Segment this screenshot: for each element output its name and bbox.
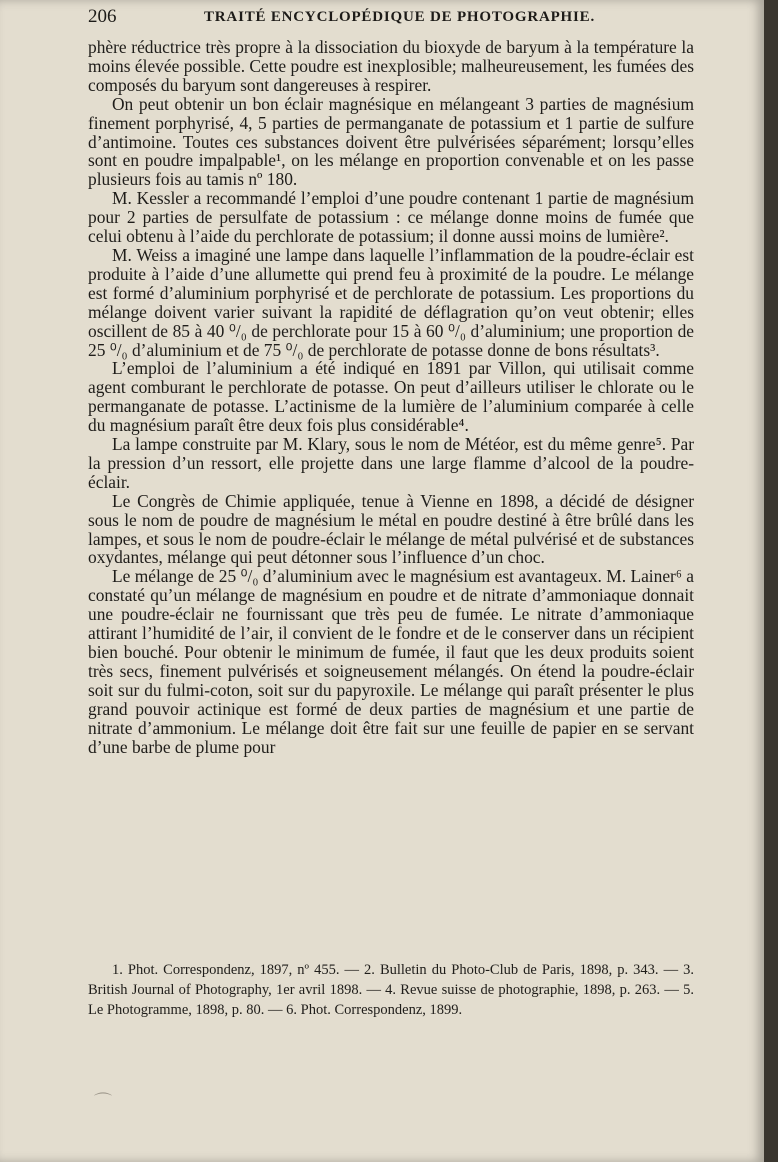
running-title: TRAITÉ ENCYCLOPÉDIQUE DE PHOTOGRAPHIE. [204, 9, 596, 25]
page-header [88, 6, 688, 30]
paragraph-weiss-lamp: M. Weiss a imaginé une lampe dans laquelle l’inflammation de la poudre-éclair est produite à l’aide d’une allumette qui prend feu à proximité de la poudre. Le mélange est formé d’aluminium porphyrisé et de perchlorate de potassium. Les proportions du mélange doivent varier suivant la rapidité de déflagration qu’on veut obtenir; elles oscillent de 85 à 40 ⁰/₀ de perchlorate pour 15 à 60 ⁰/₀ d’aluminium; une proportion de 25 ⁰/₀ d’aluminium et de 75 ⁰/₀ de perchlorate de potasse donne de bons résultats³. [88, 244, 694, 360]
footnote-list: 1. Phot. Correspondenz, 1897, nº 455. — 2. Bulletin du Photo-Club de Paris, 1898, p. 343. — 3. British Journal of Photography, 1er avril 1898. — 4. Revue suisse de photographie, 1898, p. 263. — 5. Le Photogramme, 1898, p. 80. — 6. Phot. Correspondenz, 1899. [88, 962, 694, 1018]
pencil-mark: ⌒ [94, 1092, 112, 1112]
paragraph-klary-meteor: La lampe construite par M. Klary, sous le nom de Météor, est du même genre⁵. Par la pression d’un ressort, elle projette dans une large flamme d’alcool de la poudre-éclair. [88, 434, 694, 492]
paragraph-magnesium-flash: On peut obtenir un bon éclair magnésique en mélangeant 3 parties de magnésium finement porphyrisé, 4, 5 parties de permanganate de potassium et 1 partie de sulfure d’antimoine. Toutes ces substances doivent être pulvérisées séparément; lorsqu’elles sont en poudre impalpable¹, on les mélange en proportion convenable et on les passe plusieurs fois au tamis nº 180. [88, 93, 694, 190]
paragraph-kessler: M. Kessler a recommandé l’emploi d’une poudre contenant 1 partie de magnésium pour 2 parties de persulfate de potassium : ce mélange donne moins de fumée que celui obtenu à l’aide du perchlorate de potassium; il donne aussi moins de lumière². [88, 188, 694, 247]
paragraph-continuation: phère réductrice très propre à la dissociation du bioxyde de baryum à la température la moins élevée possible. Cette poudre est inexplosible; malheureusement, les fumées des composés du baryum sont dangereuses à respirer. [88, 37, 694, 95]
footnotes [88, 960, 694, 1020]
paragraph-aluminium: L’emploi de l’aluminium a été indiqué en 1891 par Villon, qui utilisait comme agent comburant le perchlorate de potasse. On peut d’ailleurs utiliser le chlorate ou le permanganate de potasse. L’actinisme de la lumière de l’aluminium comparée à celle du magnésium paraît être deux fois plus considérable⁴. [88, 358, 694, 436]
paragraph-lainer: Le mélange de 25 ⁰/₀ d’aluminium avec le magnésium est avantageux. M. Lainer⁶ a constaté qu’un mélange de magnésium en poudre et de nitrate d’ammoniaque donnait une poudre-éclair ne fournissant que très peu de fumée. Le nitrate d’ammoniaque attirant l’humidité de l’air, il convient de le fondre et de le conserver dans un récipient bien bouché. Pour obtenir le minimum de fumée, il faut que les deux produits soient très secs, finement pulvérisés et soigneusement mélangés. On étend la poudre-éclair soit sur du fulmi-coton, soit sur du papyroxile. Le mélange qui paraît présenter le plus grand pouvoir actinique est formé de deux parties de magnésium et une partie de nitrate d’ammonium. Le mélange doit être fait sur une feuille de papier en se servant d’une barbe de plume pour [88, 566, 694, 757]
paragraph-congres-vienne: Le Congrès de Chimie appliquée, tenue à Vienne en 1898, a décidé de désigner sous le nom de poudre de magnésium le métal en poudre destiné à être brûlé dans les lampes, et sous le nom de poudre-éclair le mélange de métal pulvérisé et de substances oxydantes, mélange qui peut détonner sous l’influence d’un choc. [88, 490, 694, 568]
body-text [88, 38, 694, 756]
page-number: 206 [88, 6, 117, 27]
